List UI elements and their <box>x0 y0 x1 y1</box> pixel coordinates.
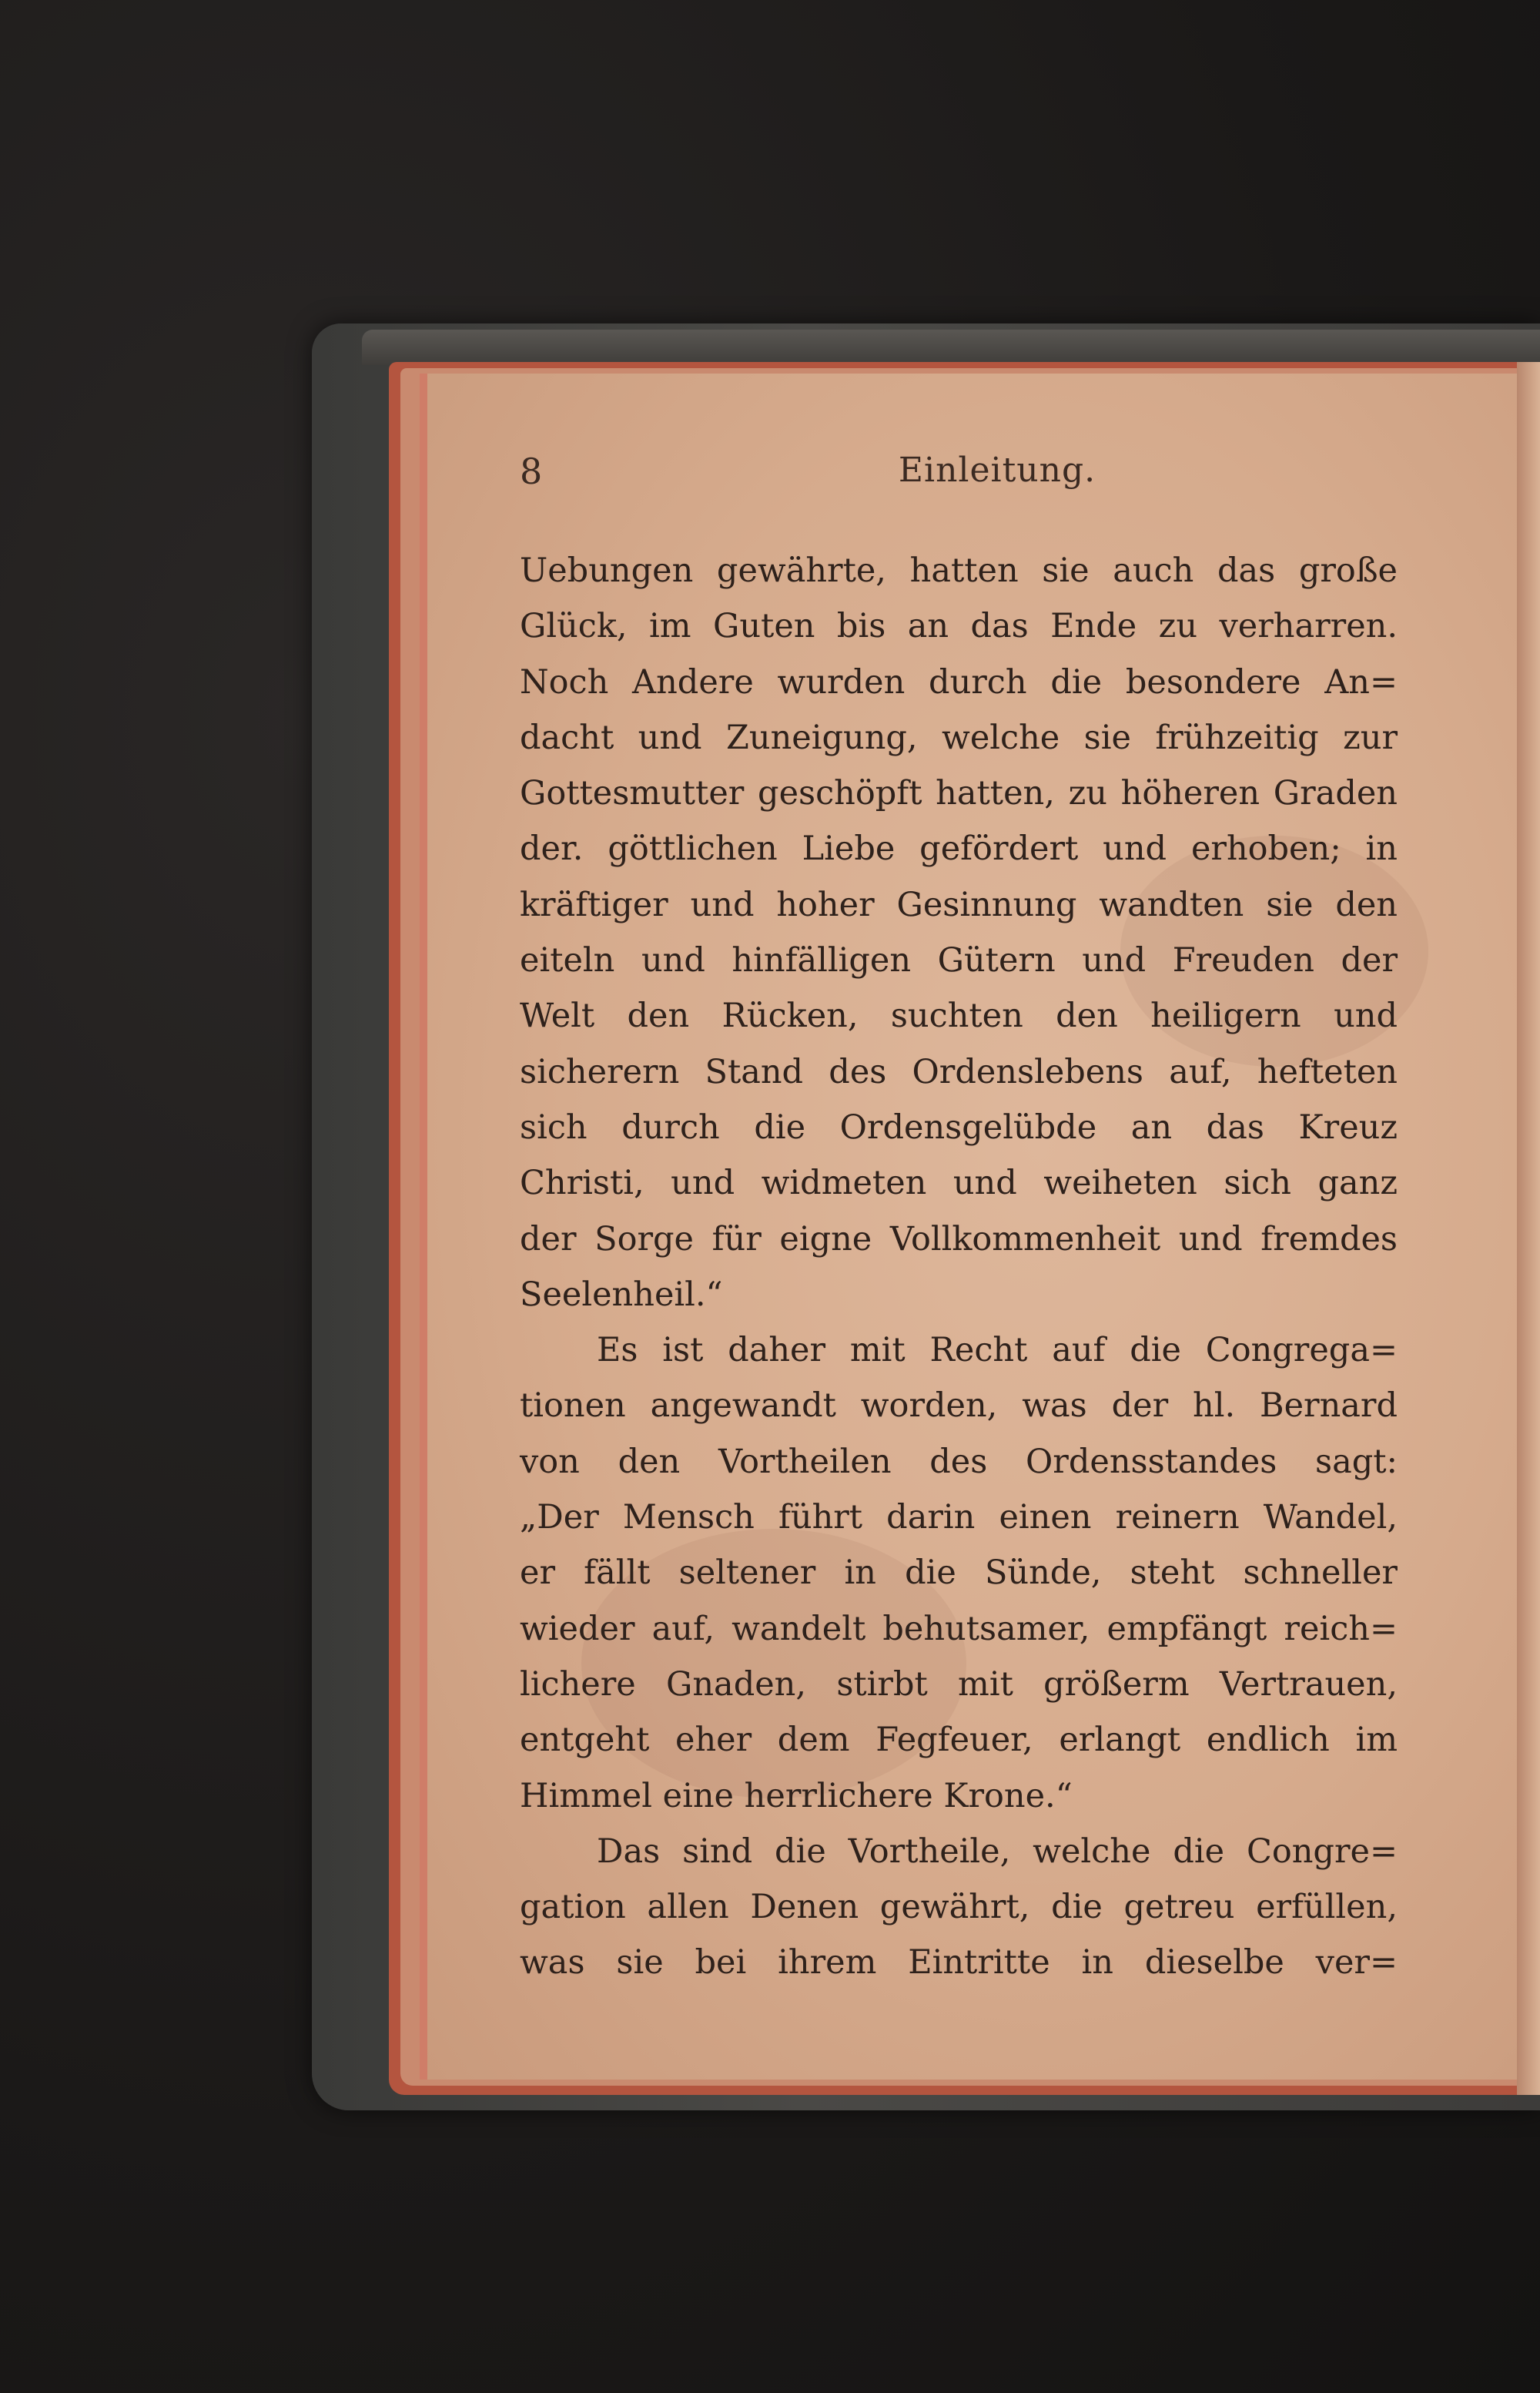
text-line: gation allen Denen gewährt, die getreu erfüllen, <box>520 1888 1398 1927</box>
text-line: lichere Gnaden, stirbt mit größerm Vertrauen, <box>520 1664 1398 1704</box>
text-line: Es ist daher mit Recht auf die Congrega= <box>597 1331 1398 1370</box>
text-line: entgeht eher dem Fegfeuer, erlangt endlich im <box>520 1721 1398 1760</box>
page-number: 8 <box>520 451 543 492</box>
text-line: der. göttlichen Liebe gefördert und erhoben; in <box>520 830 1398 869</box>
paragraph <box>520 543 1398 1322</box>
text-line: der Sorge für eigne Vollkommenheit und fremdes <box>520 1219 1398 1259</box>
book-page <box>420 374 1540 2080</box>
page-header <box>520 451 1475 497</box>
text-line: Christi, und widmeten und weiheten sich ganz <box>520 1164 1398 1203</box>
text-line: tionen angewandt worden, was der hl. Bernard <box>520 1386 1398 1426</box>
text-line: Gottesmutter geschöpft hatten, zu höheren Graden <box>520 774 1398 813</box>
text-line: Welt den Rücken, suchten den heiligern und <box>520 997 1398 1036</box>
text-line: Seelenheil.“ <box>520 1275 723 1314</box>
text-line: eiteln und hinfälligen Gütern und Freuden der <box>520 941 1398 980</box>
book-cover-top-edge <box>362 330 1540 365</box>
text-line: Noch Andere wurden durch die besondere An= <box>520 662 1398 702</box>
text-line: sicherern Stand des Ordenslebens auf, hefteten <box>520 1052 1398 1091</box>
text-line: sich durch die Ordensgelübde an das Kreuz <box>520 1108 1398 1147</box>
text-line: was sie bei ihrem Eintritte in dieselbe ver= <box>520 1943 1398 1982</box>
text-line: kräftiger und hoher Gesinnung wandten sie den <box>520 885 1398 924</box>
facing-page-edge <box>1517 362 1540 2095</box>
paragraph <box>520 1322 1398 1824</box>
text-line: Das sind die Vortheile, welche die Congre= <box>597 1832 1398 1871</box>
text-line: von den Vortheilen des Ordensstandes sagt: <box>520 1442 1398 1481</box>
text-line: dacht und Zuneigung, welche sie frühzeitig zur <box>520 718 1398 757</box>
text-line: „Der Mensch führt darin einen reinern Wandel, <box>520 1498 1398 1537</box>
running-head: Einleitung. <box>898 451 1096 490</box>
body-text <box>520 543 1398 1991</box>
text-line: er fällt seltener in die Sünde, steht schneller <box>520 1553 1398 1593</box>
paragraph <box>520 1824 1398 1991</box>
text-line: Himmel eine herrlichere Krone.“ <box>520 1776 1073 1815</box>
text-line: Uebungen gewährte, hatten sie auch das große <box>520 551 1398 590</box>
text-line: wieder auf, wandelt behutsamer, empfängt reich= <box>520 1609 1398 1648</box>
text-line: Glück, im Guten bis an das Ende zu verharren. <box>520 607 1398 646</box>
